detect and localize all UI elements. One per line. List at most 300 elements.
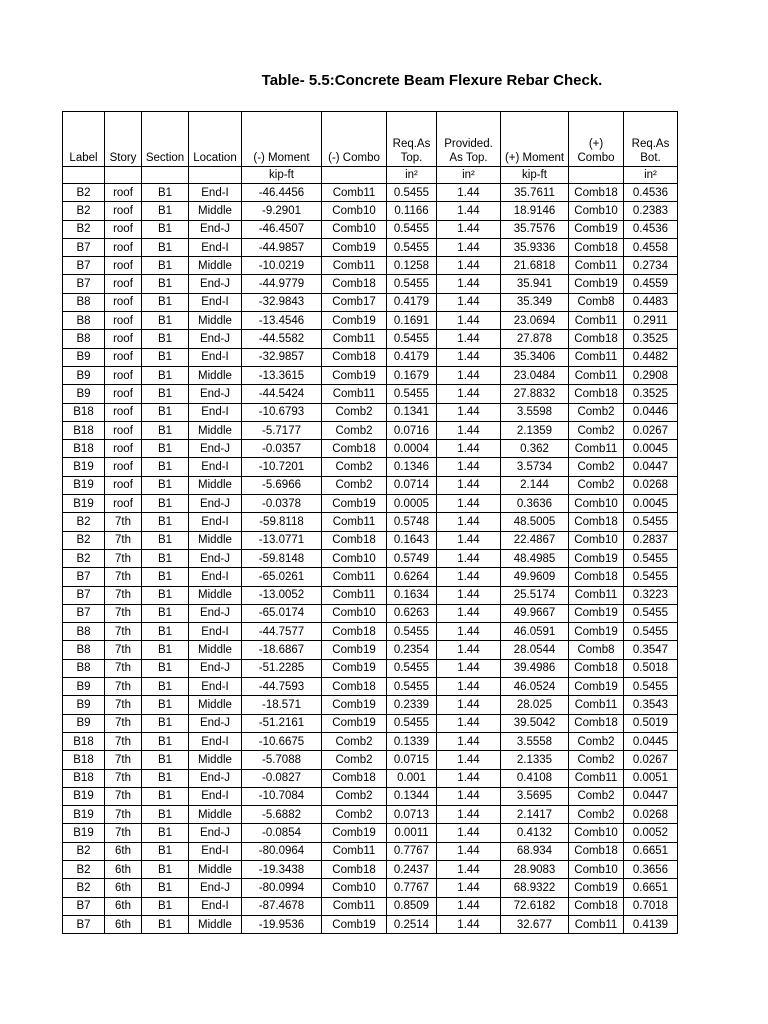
- table-cell: -44.5424: [242, 385, 322, 403]
- table-cell: B2: [63, 531, 105, 549]
- table-cell: End-J: [189, 659, 242, 677]
- table-cell: 6th: [105, 860, 142, 878]
- table-cell: B1: [142, 549, 189, 567]
- table-cell: End-I: [189, 458, 242, 476]
- table-cell: 1.44: [437, 220, 501, 238]
- table-cell: 21.6818: [501, 257, 569, 275]
- table-cell: -44.7577: [242, 623, 322, 641]
- table-cell: 6th: [105, 897, 142, 915]
- table-cell: Comb10: [322, 604, 387, 622]
- table-cell: Comb10: [569, 860, 624, 878]
- table-cell: Comb17: [322, 293, 387, 311]
- table-cell: B2: [63, 549, 105, 567]
- column-unit: [322, 167, 387, 184]
- table-row: [63, 293, 678, 311]
- table-cell: Comb18: [322, 440, 387, 458]
- column-header: Section: [142, 112, 189, 167]
- table-cell: Comb11: [569, 312, 624, 330]
- column-header: (-) Combo: [322, 112, 387, 167]
- table-cell: End-J: [189, 385, 242, 403]
- table-cell: -10.7201: [242, 458, 322, 476]
- table-cell: Comb2: [569, 751, 624, 769]
- table-cell: Comb19: [569, 678, 624, 696]
- table-row: [63, 257, 678, 275]
- table-row: [63, 787, 678, 805]
- table-cell: -0.0378: [242, 495, 322, 513]
- table-cell: -51.2285: [242, 659, 322, 677]
- table-cell: 0.0445: [624, 732, 678, 750]
- table-cell: 0.5748: [387, 513, 437, 531]
- table-cell: Comb2: [569, 458, 624, 476]
- table-cell: 7th: [105, 769, 142, 787]
- table-cell: 0.5455: [387, 330, 437, 348]
- table-cell: End-I: [189, 348, 242, 366]
- table-cell: Comb19: [569, 623, 624, 641]
- table-cell: 1.44: [437, 531, 501, 549]
- table-cell: 0.0051: [624, 769, 678, 787]
- table-cell: End-J: [189, 440, 242, 458]
- table-row: [63, 897, 678, 915]
- table-row: [63, 842, 678, 860]
- table-cell: 18.9146: [501, 202, 569, 220]
- table-cell: 32.677: [501, 915, 569, 933]
- table-cell: 1.44: [437, 348, 501, 366]
- table-cell: -18.571: [242, 696, 322, 714]
- table-cell: 1.44: [437, 604, 501, 622]
- table-cell: Comb18: [569, 842, 624, 860]
- table-cell: Comb18: [322, 678, 387, 696]
- table-cell: 1.44: [437, 860, 501, 878]
- table-cell: Comb2: [322, 787, 387, 805]
- table-cell: B1: [142, 586, 189, 604]
- table-cell: 0.5455: [387, 623, 437, 641]
- table-cell: 7th: [105, 623, 142, 641]
- table-cell: Comb11: [322, 257, 387, 275]
- table-body: [63, 184, 678, 934]
- table-cell: Comb11: [322, 330, 387, 348]
- table-cell: End-I: [189, 184, 242, 202]
- table-cell: End-I: [189, 897, 242, 915]
- table-row: [63, 751, 678, 769]
- table-cell: Middle: [189, 860, 242, 878]
- table-cell: roof: [105, 385, 142, 403]
- table-cell: 7th: [105, 696, 142, 714]
- table-cell: 35.9336: [501, 238, 569, 256]
- column-unit: in²: [387, 167, 437, 184]
- table-cell: -0.0827: [242, 769, 322, 787]
- table-cell: B1: [142, 696, 189, 714]
- table-cell: B7: [63, 586, 105, 604]
- table-cell: 28.025: [501, 696, 569, 714]
- table-cell: 0.4483: [624, 293, 678, 311]
- table-cell: 46.0591: [501, 623, 569, 641]
- table-cell: -44.9857: [242, 238, 322, 256]
- table-cell: End-I: [189, 732, 242, 750]
- table-cell: 0.5749: [387, 549, 437, 567]
- table-cell: 0.0268: [624, 476, 678, 494]
- table-cell: Comb2: [322, 751, 387, 769]
- table-cell: 0.5455: [387, 385, 437, 403]
- table-cell: B19: [63, 824, 105, 842]
- table-cell: 0.4559: [624, 275, 678, 293]
- column-unit: kip-ft: [242, 167, 322, 184]
- table-cell: 1.44: [437, 366, 501, 384]
- table-row: [63, 421, 678, 439]
- table-cell: 1.44: [437, 257, 501, 275]
- table-cell: -18.6867: [242, 641, 322, 659]
- table-row: [63, 879, 678, 897]
- table-cell: -80.0994: [242, 879, 322, 897]
- table-row: [63, 312, 678, 330]
- table-cell: 48.4985: [501, 549, 569, 567]
- table-cell: -5.6966: [242, 476, 322, 494]
- table-cell: 1.44: [437, 549, 501, 567]
- table-cell: End-I: [189, 293, 242, 311]
- table-cell: -19.3438: [242, 860, 322, 878]
- column-header: (-) Moment: [242, 112, 322, 167]
- table-cell: 0.3525: [624, 330, 678, 348]
- table-row: [63, 348, 678, 366]
- table-cell: 3.5598: [501, 403, 569, 421]
- table-cell: -80.0964: [242, 842, 322, 860]
- table-row: [63, 184, 678, 202]
- table-cell: B18: [63, 421, 105, 439]
- table-cell: B9: [63, 366, 105, 384]
- column-unit: in²: [437, 167, 501, 184]
- table-cell: 0.0005: [387, 495, 437, 513]
- table-cell: Comb19: [322, 714, 387, 732]
- table-cell: Comb11: [322, 586, 387, 604]
- table-cell: Comb2: [569, 732, 624, 750]
- table-cell: B7: [63, 604, 105, 622]
- table-cell: 0.2911: [624, 312, 678, 330]
- table-cell: roof: [105, 495, 142, 513]
- table-cell: roof: [105, 403, 142, 421]
- table-row: [63, 440, 678, 458]
- table-cell: 0.0446: [624, 403, 678, 421]
- table-cell: 1.44: [437, 897, 501, 915]
- table-row: [63, 824, 678, 842]
- table-cell: 1.44: [437, 696, 501, 714]
- table-cell: B8: [63, 641, 105, 659]
- column-header: (+) Combo: [569, 112, 624, 167]
- table-cell: End-I: [189, 513, 242, 531]
- table-cell: Comb19: [322, 659, 387, 677]
- table-cell: Comb11: [569, 366, 624, 384]
- table-cell: B19: [63, 458, 105, 476]
- table-cell: 48.5005: [501, 513, 569, 531]
- table-cell: -59.8118: [242, 513, 322, 531]
- table-cell: -59.8148: [242, 549, 322, 567]
- table-cell: B9: [63, 385, 105, 403]
- table-cell: -0.0357: [242, 440, 322, 458]
- table-cell: 0.3656: [624, 860, 678, 878]
- table-cell: Comb2: [322, 806, 387, 824]
- table-cell: B1: [142, 531, 189, 549]
- table-cell: Comb18: [569, 659, 624, 677]
- table-cell: -10.6675: [242, 732, 322, 750]
- table-cell: 0.5455: [387, 678, 437, 696]
- table-cell: Comb19: [322, 915, 387, 933]
- table-cell: B18: [63, 751, 105, 769]
- table-cell: End-J: [189, 220, 242, 238]
- table-cell: Comb11: [322, 568, 387, 586]
- table-cell: 7th: [105, 732, 142, 750]
- table-cell: 0.6263: [387, 604, 437, 622]
- table-cell: 0.2339: [387, 696, 437, 714]
- table-cell: 1.44: [437, 732, 501, 750]
- table-cell: Comb19: [322, 238, 387, 256]
- table-row: [63, 623, 678, 641]
- table-cell: 1.44: [437, 458, 501, 476]
- table-cell: -65.0261: [242, 568, 322, 586]
- table-cell: End-I: [189, 623, 242, 641]
- table-cell: 0.5018: [624, 659, 678, 677]
- table-cell: Comb18: [322, 348, 387, 366]
- table-cell: B7: [63, 275, 105, 293]
- table-cell: 7th: [105, 659, 142, 677]
- table-cell: Comb2: [569, 806, 624, 824]
- table-cell: 0.0715: [387, 751, 437, 769]
- table-cell: 1.44: [437, 751, 501, 769]
- table-cell: B1: [142, 860, 189, 878]
- table-cell: Middle: [189, 202, 242, 220]
- table-cell: B18: [63, 732, 105, 750]
- table-row: [63, 385, 678, 403]
- table-cell: 0.2734: [624, 257, 678, 275]
- table-cell: 0.0268: [624, 806, 678, 824]
- table-cell: 23.0484: [501, 366, 569, 384]
- table-cell: Middle: [189, 476, 242, 494]
- table-cell: 0.4558: [624, 238, 678, 256]
- table-cell: B2: [63, 879, 105, 897]
- table-cell: 35.3406: [501, 348, 569, 366]
- table-cell: 0.5455: [624, 604, 678, 622]
- table-cell: 0.2514: [387, 915, 437, 933]
- table-cell: 0.4536: [624, 184, 678, 202]
- table-cell: End-I: [189, 568, 242, 586]
- table-cell: Comb18: [322, 860, 387, 878]
- table-cell: 0.1346: [387, 458, 437, 476]
- header-row: [63, 112, 678, 167]
- table-cell: B8: [63, 330, 105, 348]
- table-cell: 0.3223: [624, 586, 678, 604]
- table-cell: Comb11: [322, 897, 387, 915]
- table-cell: Comb2: [569, 476, 624, 494]
- table-cell: B1: [142, 495, 189, 513]
- table-cell: 46.0524: [501, 678, 569, 696]
- table-cell: roof: [105, 330, 142, 348]
- table-cell: Middle: [189, 531, 242, 549]
- column-unit: [189, 167, 242, 184]
- table-cell: B1: [142, 202, 189, 220]
- table-cell: 0.7767: [387, 879, 437, 897]
- table-cell: 3.5695: [501, 787, 569, 805]
- table-cell: End-I: [189, 787, 242, 805]
- table-row: [63, 531, 678, 549]
- table-cell: 1.44: [437, 421, 501, 439]
- table-cell: Comb11: [322, 513, 387, 531]
- table-cell: -32.9857: [242, 348, 322, 366]
- table-row: [63, 659, 678, 677]
- table-cell: roof: [105, 366, 142, 384]
- rebar-check-table: [62, 111, 678, 934]
- table-cell: B1: [142, 842, 189, 860]
- table-cell: Comb19: [322, 824, 387, 842]
- table-cell: B1: [142, 440, 189, 458]
- table-cell: -13.0771: [242, 531, 322, 549]
- table-cell: 6th: [105, 879, 142, 897]
- table-cell: B1: [142, 366, 189, 384]
- table-cell: Comb11: [569, 348, 624, 366]
- table-cell: 2.1417: [501, 806, 569, 824]
- table-cell: B1: [142, 513, 189, 531]
- table-cell: B1: [142, 293, 189, 311]
- table-cell: -65.0174: [242, 604, 322, 622]
- table-cell: End-J: [189, 330, 242, 348]
- table-cell: roof: [105, 458, 142, 476]
- table-cell: 0.4108: [501, 769, 569, 787]
- table-cell: B9: [63, 696, 105, 714]
- table-cell: 0.6651: [624, 879, 678, 897]
- table-cell: 28.9083: [501, 860, 569, 878]
- table-cell: 1.44: [437, 641, 501, 659]
- table-cell: B9: [63, 714, 105, 732]
- table-cell: B1: [142, 824, 189, 842]
- table-cell: Comb19: [322, 641, 387, 659]
- table-cell: 0.5455: [387, 184, 437, 202]
- table-cell: 0.6651: [624, 842, 678, 860]
- table-cell: 0.2354: [387, 641, 437, 659]
- table-cell: B1: [142, 257, 189, 275]
- table-cell: Middle: [189, 915, 242, 933]
- table-cell: 7th: [105, 513, 142, 531]
- table-cell: 2.1359: [501, 421, 569, 439]
- table-cell: -13.4546: [242, 312, 322, 330]
- table-cell: 1.44: [437, 202, 501, 220]
- table-cell: -46.4456: [242, 184, 322, 202]
- table-cell: B1: [142, 476, 189, 494]
- column-unit: [569, 167, 624, 184]
- table-cell: B1: [142, 623, 189, 641]
- table-cell: End-J: [189, 769, 242, 787]
- table-cell: Comb19: [569, 275, 624, 293]
- table-cell: Comb10: [569, 824, 624, 842]
- table-cell: B1: [142, 751, 189, 769]
- table-cell: 72.6182: [501, 897, 569, 915]
- table-cell: Comb18: [569, 568, 624, 586]
- table-cell: Middle: [189, 806, 242, 824]
- table-cell: B1: [142, 568, 189, 586]
- table-cell: Comb11: [569, 769, 624, 787]
- table-cell: 0.1339: [387, 732, 437, 750]
- table-cell: Comb19: [569, 220, 624, 238]
- table-cell: B18: [63, 403, 105, 421]
- table-cell: 0.4139: [624, 915, 678, 933]
- table-cell: B8: [63, 623, 105, 641]
- table-cell: roof: [105, 293, 142, 311]
- table-row: [63, 330, 678, 348]
- table-cell: 7th: [105, 586, 142, 604]
- table-cell: Comb11: [322, 385, 387, 403]
- table-cell: 0.001: [387, 769, 437, 787]
- table-cell: 0.0447: [624, 787, 678, 805]
- table-cell: -9.2901: [242, 202, 322, 220]
- table-row: [63, 806, 678, 824]
- table-cell: Comb11: [569, 257, 624, 275]
- table-cell: roof: [105, 220, 142, 238]
- table-cell: Comb11: [322, 184, 387, 202]
- table-cell: 1.44: [437, 330, 501, 348]
- table-cell: 1.44: [437, 568, 501, 586]
- table-cell: B9: [63, 678, 105, 696]
- table-cell: Comb2: [569, 403, 624, 421]
- table-cell: 7th: [105, 531, 142, 549]
- table-cell: 0.3525: [624, 385, 678, 403]
- column-header: Req.As Top.: [387, 112, 437, 167]
- table-cell: 0.6264: [387, 568, 437, 586]
- table-cell: roof: [105, 184, 142, 202]
- table-cell: 0.4179: [387, 293, 437, 311]
- table-cell: 2.144: [501, 476, 569, 494]
- table-cell: B19: [63, 495, 105, 513]
- table-cell: Middle: [189, 312, 242, 330]
- table-cell: B1: [142, 348, 189, 366]
- table-cell: 3.5734: [501, 458, 569, 476]
- table-cell: 23.0694: [501, 312, 569, 330]
- table-cell: 0.8509: [387, 897, 437, 915]
- table-cell: Comb18: [569, 238, 624, 256]
- table-cell: B1: [142, 678, 189, 696]
- table-cell: B2: [63, 220, 105, 238]
- table-cell: 7th: [105, 549, 142, 567]
- table-cell: B18: [63, 769, 105, 787]
- table-cell: Comb10: [322, 220, 387, 238]
- table-cell: Comb11: [569, 440, 624, 458]
- table-row: [63, 275, 678, 293]
- table-cell: 0.0447: [624, 458, 678, 476]
- table-cell: 7th: [105, 641, 142, 659]
- table-cell: Middle: [189, 641, 242, 659]
- table-cell: Comb18: [569, 897, 624, 915]
- table-cell: Comb19: [322, 312, 387, 330]
- table-cell: 7th: [105, 568, 142, 586]
- table-cell: -10.7084: [242, 787, 322, 805]
- table-cell: Comb10: [322, 202, 387, 220]
- table-cell: Comb19: [569, 604, 624, 622]
- table-row: [63, 220, 678, 238]
- table-cell: -13.0052: [242, 586, 322, 604]
- table-cell: B8: [63, 659, 105, 677]
- table-cell: Comb2: [322, 458, 387, 476]
- table-cell: Comb2: [322, 732, 387, 750]
- table-cell: -5.7177: [242, 421, 322, 439]
- table-cell: End-J: [189, 824, 242, 842]
- table-cell: roof: [105, 312, 142, 330]
- table-cell: Comb2: [322, 476, 387, 494]
- table-cell: B2: [63, 513, 105, 531]
- table-cell: Comb19: [322, 495, 387, 513]
- table-cell: Comb11: [569, 915, 624, 933]
- table-cell: B1: [142, 275, 189, 293]
- table-cell: 0.1344: [387, 787, 437, 805]
- table-cell: 35.941: [501, 275, 569, 293]
- table-cell: 7th: [105, 714, 142, 732]
- table-cell: B2: [63, 184, 105, 202]
- table-cell: B2: [63, 842, 105, 860]
- table-cell: 1.44: [437, 824, 501, 842]
- table-title: Table- 5.5:Concrete Beam Flexure Rebar Check.: [261, 72, 603, 89]
